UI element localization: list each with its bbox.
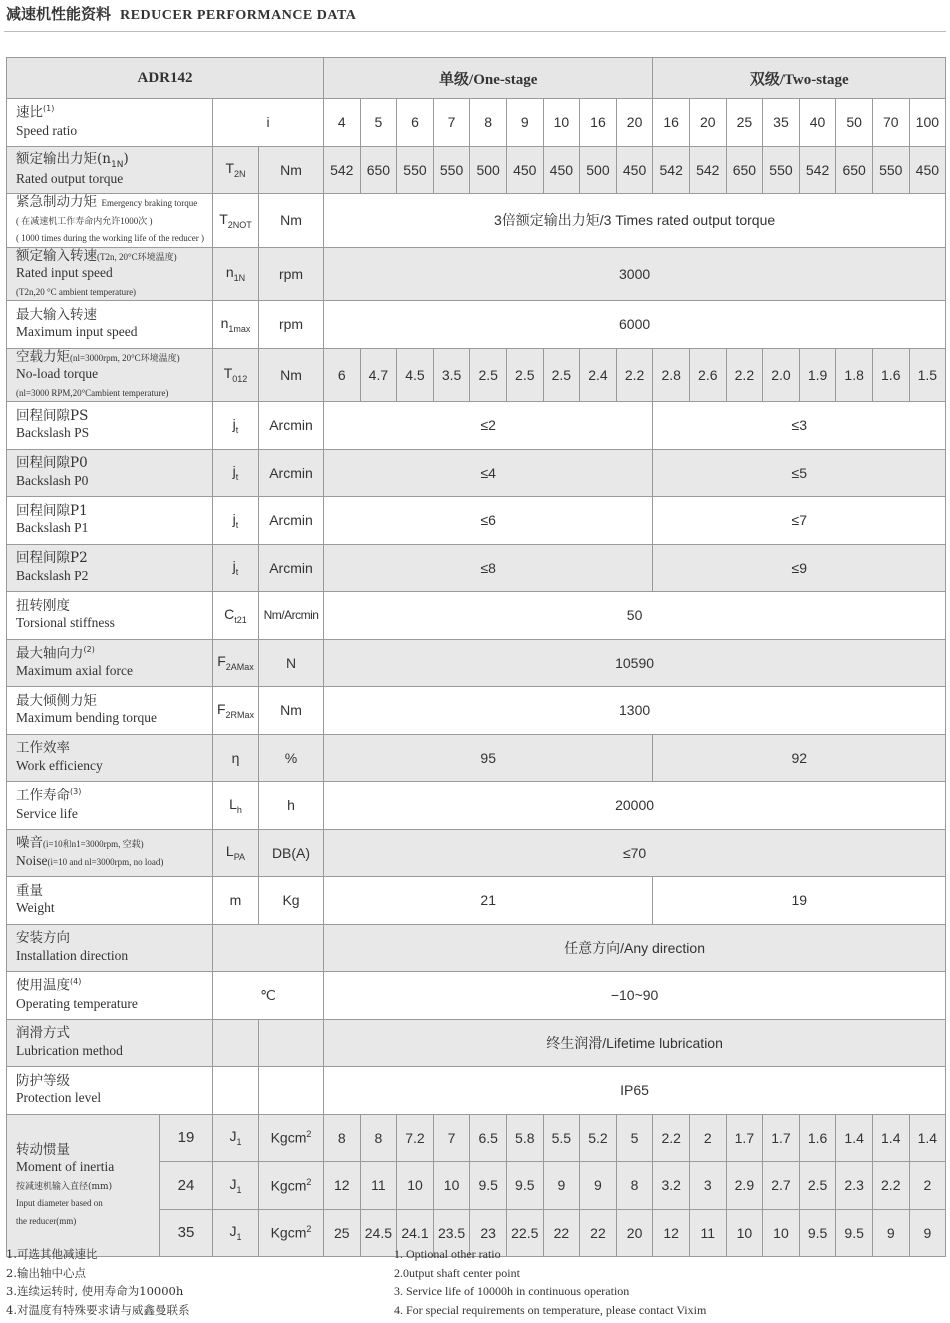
symbol: $T_{012}$ [213,348,259,402]
unit: N [259,639,324,687]
value-cell: 9 [872,1209,909,1257]
row-installation-direction [7,924,946,972]
value-cell: 450 [616,146,653,194]
value-cell: 1.7 [726,1114,763,1162]
row-weight [7,877,946,925]
unit: ℃ [213,972,324,1020]
value-cell: 20 [616,99,653,147]
symbol: $J_1$ [213,1162,259,1210]
symbol: $F_{2AMax}$ [213,639,259,687]
row-label: 重量 Weight [7,877,213,925]
value-cell: 10 [433,1162,470,1210]
row-label: 空载力矩(nl=3000rpm, 20°C环境温度) No-load torque (nl=3000 RPM,20°Cambient temperature) [7,348,213,402]
value-cell: 450 [543,146,580,194]
row-backlash-p2 [7,544,946,592]
value-cell: 70 [872,99,909,147]
value-cell: 16 [580,99,617,147]
value-cell: 6 [324,348,361,402]
empty-cell [259,1019,324,1067]
value-cell: 542 [653,146,690,194]
unit: Kgcm$^2$ [259,1162,324,1210]
row-noise [7,829,946,877]
row-speed-ratio [7,99,946,147]
value-cell: 11 [689,1209,726,1257]
value-cell: 7 [433,99,470,147]
table-header-row [7,58,946,99]
value-cell: 50 [324,592,946,640]
value-cell: 3 [689,1162,726,1210]
value-cell: 2.5 [506,348,543,402]
one-stage-value: ≤8 [324,544,653,592]
unit: Kgcm$^2$ [259,1114,324,1162]
symbol: η [213,734,259,782]
row-lubrication-method [7,1019,946,1067]
value-cell: IP65 [324,1067,946,1115]
one-stage-header: 单级/One-stage [324,58,653,99]
one-stage-value: 95 [324,734,653,782]
unit: Kgcm$^2$ [259,1209,324,1257]
value-cell: 8 [470,99,507,147]
value-cell: 7.2 [397,1114,434,1162]
value-cell: 10 [543,99,580,147]
unit: rpm [259,247,324,301]
value-cell: 24.5 [360,1209,397,1257]
value-cell: 2.5 [799,1162,836,1210]
value-cell: 任意方向/Any direction [324,924,946,972]
symbol: i [213,99,324,147]
value-cell: 16 [653,99,690,147]
value-cell: 9 [909,1209,946,1257]
value-cell: 10 [397,1162,434,1210]
row-label: 回程间隙P1 Backslash P1 [7,497,213,545]
symbol: $j_t$ [213,497,259,545]
value-cell: 1300 [324,687,946,735]
value-cell: 550 [872,146,909,194]
unit: Arcmin [259,497,324,545]
value-cell: 10 [763,1209,800,1257]
unit: Nm [259,687,324,735]
value-cell: 9.5 [470,1162,507,1210]
row-label: 最大倾侧力矩 Maximum bending torque [7,687,213,735]
symbol: $n_{1max}$ [213,301,259,349]
value-cell: 2.2 [726,348,763,402]
symbol: $J_1$ [213,1114,259,1162]
value-cell: 542 [324,146,361,194]
symbol: $j_t$ [213,544,259,592]
symbol: $j_t$ [213,402,259,450]
row-rated-input-speed [7,247,946,301]
value-cell: 3倍额定输出力矩/3 Times rated output torque [324,194,946,248]
row-service-life [7,782,946,830]
value-cell: 22 [543,1209,580,1257]
value-cell: 2 [909,1162,946,1210]
row-backlash-ps [7,402,946,450]
two-stage-value: ≤3 [653,402,946,450]
row-rated-output-torque [7,146,946,194]
footnotes-cn [6,1245,189,1319]
row-backlash-p0 [7,449,946,497]
value-cell: 5 [616,1114,653,1162]
model-cell: ADR142 [7,58,324,99]
value-cell: 2.5 [543,348,580,402]
value-cell: 1.4 [909,1114,946,1162]
unit: Nm [259,194,324,248]
row-work-efficiency [7,734,946,782]
value-cell: 2.3 [836,1162,873,1210]
two-stage-value: ≤7 [653,497,946,545]
value-cell: 550 [763,146,800,194]
footnote: 1.可选其他减速比 [6,1247,98,1261]
row-label: 额定输入转速(T2n, 20°C环境温度) Rated input speed (T2n,20 °C ambient temperature) [7,247,213,301]
value-cell: 11 [360,1162,397,1210]
row-max-axial-force [7,639,946,687]
value-cell: ≤70 [324,829,946,877]
value-cell: 1.9 [799,348,836,402]
value-cell: 23 [470,1209,507,1257]
row-label: 防护等级 Protection level [7,1067,213,1115]
value-cell: 6 [397,99,434,147]
value-cell: 40 [799,99,836,147]
footnote: 2.输出轴中心点 [6,1265,86,1280]
value-cell: 8 [360,1114,397,1162]
value-cell: 8 [324,1114,361,1162]
empty-cell [213,1067,259,1115]
two-stage-value: ≤5 [653,449,946,497]
value-cell: 2.0 [763,348,800,402]
value-cell: 23.5 [433,1209,470,1257]
empty-cell [213,924,324,972]
value-cell: 9.5 [506,1162,543,1210]
symbol: m [213,877,259,925]
value-cell: 500 [470,146,507,194]
value-cell: 3000 [324,247,946,301]
value-cell: 1.6 [799,1114,836,1162]
row-no-load-torque [7,348,946,402]
value-cell: 35 [763,99,800,147]
symbol: $L_{PA}$ [213,829,259,877]
value-cell: 20000 [324,782,946,830]
value-cell: 10 [726,1209,763,1257]
row-label: 紧急制动力矩 Emergency braking torque ( 在减速机工作寿命内允许1000次 ) ( 1000 times during the working life of the reducer ) [7,194,213,248]
value-cell: 542 [689,146,726,194]
row-max-bending-torque [7,687,946,735]
unit: Arcmin [259,402,324,450]
value-cell: 6.5 [470,1114,507,1162]
unit: Kg [259,877,324,925]
value-cell: 9 [506,99,543,147]
two-stage-header: 双级/Two-stage [653,58,946,99]
unit: Nm [259,348,324,402]
value-cell: 9 [543,1162,580,1210]
value-cell: 500 [580,146,617,194]
unit: Arcmin [259,544,324,592]
one-stage-value: ≤4 [324,449,653,497]
value-cell: 2.2 [616,348,653,402]
value-cell: 5.5 [543,1114,580,1162]
unit: % [259,734,324,782]
unit: Arcmin [259,449,324,497]
value-cell: 50 [836,99,873,147]
value-cell: 10590 [324,639,946,687]
value-cell: 22.5 [506,1209,543,1257]
header-divider [4,31,946,32]
value-cell: 2.8 [653,348,690,402]
input-diameter: 19 [160,1114,213,1162]
row-label: 回程间隙P2 Backslash P2 [7,544,213,592]
value-cell: 2.2 [872,1162,909,1210]
row-label: 扭转刚度 Torsional stiffness [7,592,213,640]
value-cell: 1.8 [836,348,873,402]
value-cell: 24.1 [397,1209,434,1257]
unit: Nm [259,146,324,194]
unit: Nm/Arcmin [259,592,324,640]
row-label: 工作效率 Work efficiency [7,734,213,782]
value-cell: 4.7 [360,348,397,402]
row-label: 最大轴向力$^{(2)}$ Maximum axial force [7,639,213,687]
row-label: 安装方向 Installation direction [7,924,213,972]
row-max-input-speed [7,301,946,349]
row-label: 最大输入转速 Maximum input speed [7,301,213,349]
performance-table [6,57,946,1257]
value-cell: 9 [580,1162,617,1210]
footnote: 3. Service life of 10000h in continuous operation [394,1284,630,1298]
symbol: $T_{2N}$ [213,146,259,194]
row-label: 额定输出力矩$(n_{1N})$ Rated output torque [7,146,213,194]
value-cell: 9.5 [799,1209,836,1257]
row-emergency-braking-torque [7,194,946,248]
value-cell: 12 [653,1209,690,1257]
one-stage-value: ≤6 [324,497,653,545]
value-cell: 2.5 [470,348,507,402]
value-cell: 4.5 [397,348,434,402]
inertia-label: 转动惯量 Moment of inertia 按减速机输入直径(mm) Input diameter based on the reducer(mm) [7,1114,160,1257]
row-label: 回程间隙PS Backslash PS [7,402,213,450]
value-cell: 450 [506,146,543,194]
symbol: $L_h$ [213,782,259,830]
empty-cell [259,1067,324,1115]
value-cell: 25 [324,1209,361,1257]
value-cell: 2.2 [653,1114,690,1162]
value-cell: 550 [397,146,434,194]
value-cell: 8 [616,1162,653,1210]
symbol: $n_{1N}$ [213,247,259,301]
input-diameter: 35 [160,1209,213,1257]
value-cell: 22 [580,1209,617,1257]
unit: h [259,782,324,830]
value-cell: 3.2 [653,1162,690,1210]
value-cell: 2.6 [689,348,726,402]
value-cell: 1.6 [872,348,909,402]
value-cell: 12 [324,1162,361,1210]
value-cell: 1.4 [836,1114,873,1162]
row-label: 噪音(i=10和n1=3000rpm, 空载) Noise(i=10 and nl=3000rpm, no load) [7,829,213,877]
value-cell: 5.8 [506,1114,543,1162]
value-cell: 20 [616,1209,653,1257]
page-header [6,3,356,27]
value-cell: 2.9 [726,1162,763,1210]
symbol: $T_{2NOT}$ [213,194,259,248]
row-protection-level [7,1067,946,1115]
value-cell: 2.7 [763,1162,800,1210]
one-stage-value: 21 [324,877,653,925]
row-label: 回程间隙P0 Backslash P0 [7,449,213,497]
row-label: 使用温度$^{(4)}$ Operating temperature [7,972,213,1020]
value-cell: 20 [689,99,726,147]
unit: DB(A) [259,829,324,877]
value-cell: 2.4 [580,348,617,402]
symbol: $F_{2RMax}$ [213,687,259,735]
value-cell: 4 [324,99,361,147]
two-stage-value: 19 [653,877,946,925]
value-cell: 终生润滑/Lifetime lubrication [324,1019,946,1067]
page-title-en: REDUCER PERFORMANCE DATA [120,8,357,23]
value-cell: 450 [909,146,946,194]
value-cell: 6000 [324,301,946,349]
value-cell: 5.2 [580,1114,617,1162]
symbol: $J_1$ [213,1209,259,1257]
page-title-cn: 减速机性能资料 [6,5,112,23]
footnotes-en [394,1245,706,1319]
footnote: 1. Optional other ratio [394,1247,501,1261]
value-cell: 542 [799,146,836,194]
value-cell: 1.4 [872,1114,909,1162]
footnote: 4. For special requirements on temperature, please contact Vixim [394,1302,707,1317]
row-backlash-p1 [7,497,946,545]
value-cell: 25 [726,99,763,147]
row-label: 润滑方式 Lubrication method [7,1019,213,1067]
unit: rpm [259,301,324,349]
value-cell: 1.7 [763,1114,800,1162]
row-inertia-19 [7,1114,946,1162]
footnote: 4.对温度有特殊要求请与威鑫曼联系 [6,1302,190,1317]
value-cell: 650 [726,146,763,194]
value-cell: −10~90 [324,972,946,1020]
two-stage-value: 92 [653,734,946,782]
value-cell: 1.5 [909,348,946,402]
value-cell: 9.5 [836,1209,873,1257]
value-cell: 2 [689,1114,726,1162]
row-operating-temperature [7,972,946,1020]
value-cell: 100 [909,99,946,147]
value-cell: 550 [433,146,470,194]
value-cell: 5 [360,99,397,147]
row-label: 工作寿命$^{(3)}$ Service life [7,782,213,830]
footnote: 3.连续运转时, 使用寿命为10000h [6,1284,184,1298]
footnote: 2.0utput shaft center point [394,1265,520,1280]
empty-cell [213,1019,259,1067]
symbol: $j_t$ [213,449,259,497]
two-stage-value: ≤9 [653,544,946,592]
input-diameter: 24 [160,1162,213,1210]
symbol: $C_{t21}$ [213,592,259,640]
value-cell: 7 [433,1114,470,1162]
row-torsional-stiffness [7,592,946,640]
value-cell: 650 [360,146,397,194]
value-cell: 3.5 [433,348,470,402]
value-cell: 650 [836,146,873,194]
row-label: 速比$^{(1)}$ Speed ratio [7,99,213,147]
one-stage-value: ≤2 [324,402,653,450]
